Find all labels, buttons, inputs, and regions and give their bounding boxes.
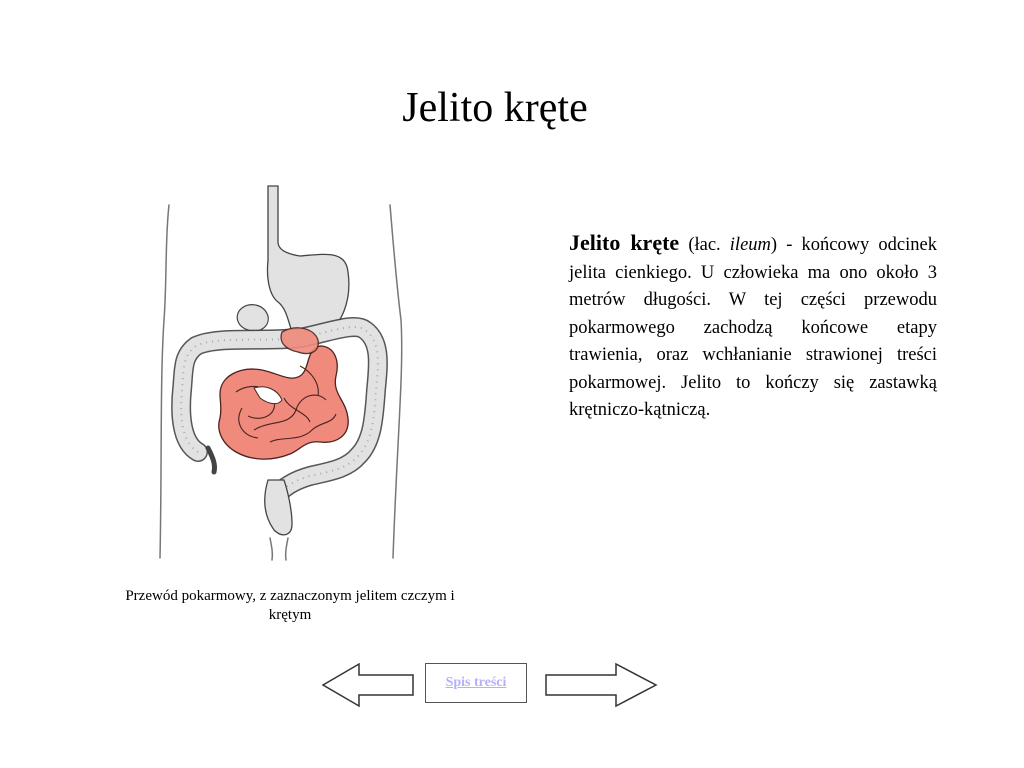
latin-term: ileum bbox=[729, 235, 771, 255]
digestive-tract-illustration bbox=[150, 180, 415, 565]
slide-title: Jelito kręte bbox=[402, 85, 588, 131]
figure-caption: Przewód pokarmowy, z zaznaczonym jelitem czczym i krętym bbox=[125, 588, 455, 623]
table-of-contents-box[interactable] bbox=[425, 663, 527, 703]
previous-slide-button[interactable] bbox=[321, 662, 437, 708]
table-of-contents-link[interactable]: Spis treści bbox=[445, 675, 507, 690]
description-body: ) - końcowy odcinek jelita cienkiego. U człowieka ma ono około 3 metrów długości. W tej części przewodu pokarmowego zachodzą końcowe etapy trawienia, oraz wchłanianie strawionej treści pokarmowej. Jelito to kończy się zastawką krętniczo-kątniczą. bbox=[569, 235, 937, 420]
next-slide-button[interactable] bbox=[544, 662, 660, 708]
arrow-left-icon bbox=[323, 664, 413, 706]
latin-prefix: (łac. bbox=[679, 235, 730, 255]
description-paragraph bbox=[569, 229, 937, 425]
arrow-right-icon bbox=[546, 664, 656, 706]
term-heading: Jelito kręte bbox=[569, 230, 680, 255]
